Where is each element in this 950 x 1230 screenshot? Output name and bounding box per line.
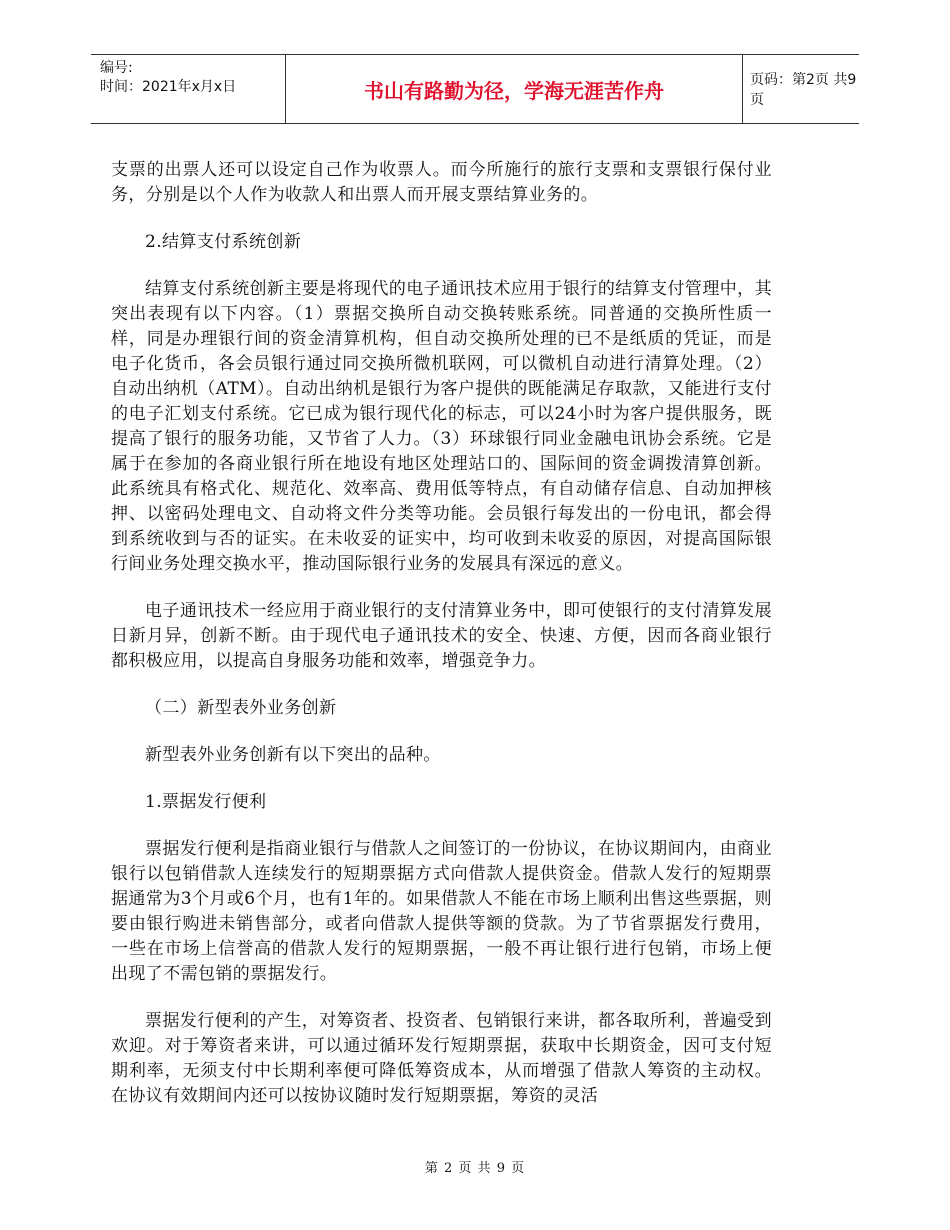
- body-paragraph: 结算支付系统创新主要是将现代的电子通讯技术应用于银行的结算支付管理中，其突出表现有以下内容。（1）票据交换所自动交换转账系统。同普通的交换所性质一样，同是办理银行间的资金清算机构，但自动交换所处理的已不是纸质的凭证，而是电子化货币，各会员银行通过同交换所微机联网，可以微机自动进行清算处理。（2）自动出纳机（ATM）。自动出纳机是银行为客户提供的既能满足存取款，又能进行支付的电子汇划支付系统。它已成为银行现代化的标志，可以24小时为客户提供服务，既提高了银行的服务功能，又节省了人力。（3）环球银行同业金融电讯协会系统。它是属于在参加的各商业银行所在地设有地区处理站口的、国际间的资金调拨清算创新。此系统具有格式化、规范化、效率高、费用低等特点，有自动储存信息、自动加押核押、以密码处理电文、自动将文件分类等功能。会员银行每发出的一份电讯，都会得到系统收到与否的证实。在未收妥的证实中，均可收到未收妥的原因，对提高国际银行间业务处理交换水平，推动国际银行业务的发展具有深远的意义。: [111, 279, 772, 574]
- body-paragraph: 票据发行便利是指商业银行与借款人之间签订的一份协议，在协议期间内，由商业银行以包销借款人连续发行的短期票据方式向借款人提供资金。借款人发行的短期票据通常为3个月或6个月，也有1年的。如果借款人不能在市场上顺利出售这些票据，则要由银行购进未销售部分，或者向借款人提供等额的贷款。为了节省票据发行费用，一些在市场上信誉高的借款人发行的短期票据，一般不再让银行进行包销，市场上便出现了不需包销的票据发行。: [111, 839, 772, 984]
- section-heading: 2.结算支付系统创新: [145, 232, 302, 252]
- body-paragraph: 支票的出票人还可以设定自己作为收票人。而今所施行的旅行支票和支票银行保付业务，分别是以个人作为收款人和出票人而开展支票结算业务的。: [111, 160, 772, 205]
- page-header: [91, 54, 859, 124]
- body-paragraph: 票据发行便利的产生，对筹资者、投资者、包销银行来讲，都各取所利，普遍受到欢迎。对于筹资者来讲，可以通过循环发行短期票据，获取中长期资金，因可支付短期利率，无须支付中长期利率便可降低筹资成本，从而增强了借款人筹资的主动权。在协议有效期间内还可以按协议随时发行短期票据，筹资的灵活: [111, 1011, 772, 1106]
- body-paragraph: 电子通讯技术一经应用于商业银行的支付清算业务中，即可使银行的支付清算发展日新月异，创新不断。由于现代电子通讯技术的安全、快速、方便，因而各商业银行都积极应用，以提高自身服务功能和效率，增强竞争力。: [111, 601, 772, 671]
- body-paragraph: 新型表外业务创新有以下突出的品种。: [145, 745, 441, 765]
- document-body: [111, 158, 772, 1131]
- header-motto: 书山有路勤为径，学海无涯苦作舟: [285, 55, 743, 123]
- document-date-label: 时间：2021年x月x日: [100, 79, 237, 95]
- page-footer: [0, 1157, 950, 1176]
- document-number-label: 编号:: [100, 60, 133, 76]
- header-meta: [91, 55, 285, 123]
- section-heading: （二）新型表外业务创新: [145, 698, 337, 718]
- footer-page-number: 第 2 页 共 9 页: [424, 1161, 526, 1176]
- section-heading: 1.票据发行便利: [145, 792, 267, 812]
- header-page-info: 页码：第2页 共9页: [750, 72, 857, 108]
